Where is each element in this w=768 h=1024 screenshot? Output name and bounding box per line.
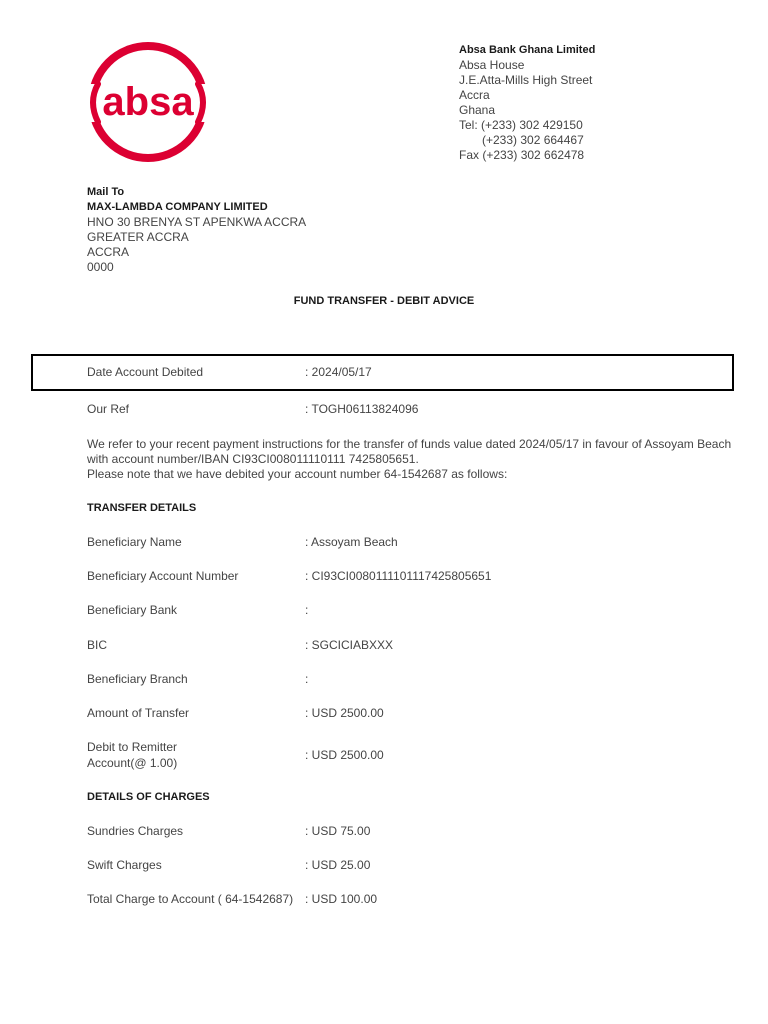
charge-label: Sundries Charges [87,824,184,838]
detail-label: Amount of Transfer [87,706,190,720]
intro-line: Please note that we have debited your account number 64-1542687 as follows: [87,467,508,481]
charge-value: : USD 25.00 [305,858,371,872]
document-title: FUND TRANSFER - DEBIT ADVICE [293,295,475,307]
detail-value: : Assoyam Beach [305,535,398,549]
recipient-address-line: ACCRA [87,245,130,259]
bank-address-line: J.E.Atta-Mills High Street [459,73,593,87]
debit-remitter-label-2: Account(@ 1.00) [87,756,178,770]
detail-label: Beneficiary Name [87,535,182,549]
detail-value: : CI93CI0080111101117425805651 [305,569,492,583]
transfer-details-heading: TRANSFER DETAILS [87,502,197,514]
debit-remitter-value: : USD 2500.00 [305,748,384,762]
date-debited-label: Date Account Debited [87,365,204,379]
recipient-address-line: HNO 30 BRENYA ST APENKWA ACCRA [87,215,307,229]
detail-value: : [305,672,309,686]
logo-wordmark: absa [102,80,194,124]
charge-value: : USD 100.00 [305,892,378,906]
intro-line: We refer to your recent payment instructions for the transfer of funds value dated 2024/05/17 in favour of Assoyam Beach with account number/IBAN CI93CI008011110111 7425805651. [87,437,732,466]
our-ref-label: Our Ref [87,402,130,416]
detail-value: : SGCICIABXXX [305,638,394,652]
absa-logo [86,40,210,164]
detail-value: : USD 2500.00 [305,706,384,720]
recipient-address-line: 0000 [87,260,114,274]
bank-tel: Tel: (+233) 302 429150 [459,118,583,132]
charges-heading: DETAILS OF CHARGES [87,791,210,803]
recipient-address-line: GREATER ACCRA [87,230,189,244]
bank-tel-2: (+233) 302 664467 [482,133,584,147]
bank-fax: Fax (+233) 302 662478 [459,148,585,162]
charge-label: Total Charge to Account ( 64-1542687) [87,892,294,906]
bank-address-line: Absa House [459,58,525,72]
bank-address-line: Accra [459,88,490,102]
intro-paragraph [87,437,737,482]
bank-name: Absa Bank Ghana Limited [459,44,596,56]
debit-remitter-label: Debit to Remitter [87,740,178,754]
detail-label: Beneficiary Account Number [87,569,239,583]
mail-to-heading: Mail To [87,186,125,198]
detail-label: Beneficiary Branch [87,672,188,686]
charge-value: : USD 75.00 [305,824,371,838]
recipient-company: MAX-LAMBDA COMPANY LIMITED [87,201,268,213]
our-ref-value: : TOGH06113824096 [305,402,419,416]
detail-label: BIC [87,638,108,652]
mail-to-block [87,185,306,275]
detail-value: : [305,603,309,617]
bank-address-line: Ghana [459,103,496,117]
date-debited-value: : 2024/05/17 [305,365,372,379]
bank-address-block [459,43,595,163]
charge-label: Swift Charges [87,858,162,872]
detail-label: Beneficiary Bank [87,603,178,617]
